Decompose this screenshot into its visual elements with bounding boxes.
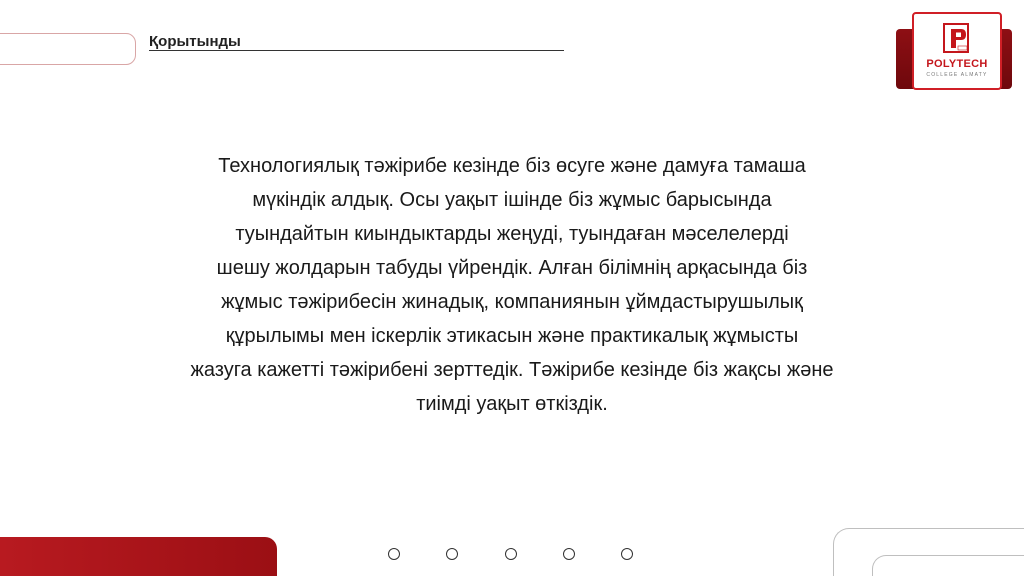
polytech-p-icon [941,22,975,56]
pagination-dot-2[interactable] [446,548,458,560]
logo-subtitle: COLLEGE ALMATY [926,72,988,78]
title-bar-frame [0,33,136,65]
polytech-logo [912,12,1002,90]
pagination-dot-4[interactable] [563,548,575,560]
bottom-red-bar [0,537,277,576]
corner-decoration-inner [872,555,1024,576]
slide-title: Қорытынды [149,33,241,50]
pagination-dot-5[interactable] [621,548,633,560]
logo-name: POLYTECH [926,58,988,70]
pagination-dot-1[interactable] [388,548,400,560]
conclusion-text: Технологиялық тәжірибе кезінде біз өсуге және дамуға тамаша мүкіндік алдық. Осы уақыт ішінде біз жұмыс барысында туындайтын киындыктарды жеңуді, туындаған мәселелерді шешу жолдарын табуды үйрендік. Алған білімнің арқасында біз жұмыс тәжірибесін жинадық, компаниянын ұймдастырушылық құрылымы мен іскерлік этикасын және практикалық жұмысты жазуга кажетті тәжірибені зерттедік. Тәжірибе кезінде біз жақсы және тиімді уақыт өткіздік. [190,155,834,415]
title-underline [149,50,564,51]
pagination-dot-3[interactable] [505,548,517,560]
